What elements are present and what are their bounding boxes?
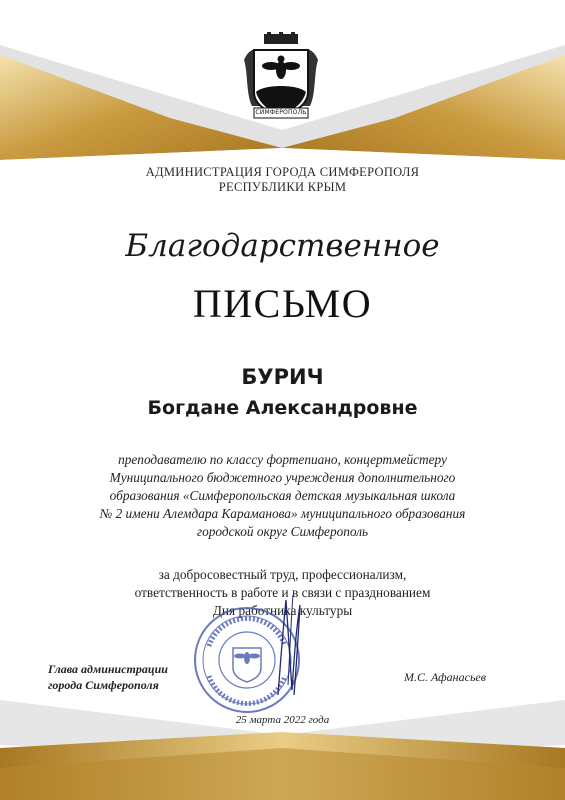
description-line: преподавателю по классу фортепиано, концертмейстеру bbox=[118, 452, 447, 467]
signatory-name: М.С. Афанасьев bbox=[404, 670, 486, 684]
coat-of-arms-caption: СИМФЕРОПОЛЬ bbox=[255, 109, 307, 116]
top-right-gold-wedge bbox=[282, 55, 565, 160]
signatory-position-line2: города Симферополя bbox=[48, 678, 159, 692]
recipient-name: Богдане Александровне bbox=[147, 397, 418, 419]
description-line: № 2 имени Алемдара Караманова» муниципального образования bbox=[99, 506, 466, 521]
reason-line: за добросовестный труд, профессионализм, bbox=[158, 567, 407, 582]
reason-line: Дня работника культуры bbox=[212, 603, 353, 618]
recipient-surname: БУРИЧ bbox=[241, 365, 324, 389]
header-republic: РЕСПУБЛИКИ КРЫМ bbox=[218, 180, 347, 194]
title-script: Благодарственное bbox=[125, 228, 440, 264]
description-line: образования «Симферопольская детская музыкальная школа bbox=[109, 488, 456, 503]
handwritten-signature-icon bbox=[258, 590, 318, 700]
issue-date: 25 марта 2022 года bbox=[235, 714, 330, 726]
signatory-position-line1: Глава администрации bbox=[48, 662, 168, 676]
description-line: Муниципального бюджетного учреждения дополнительного bbox=[109, 470, 456, 485]
title-main: ПИСЬМО bbox=[192, 281, 373, 326]
header-administration: АДМИНИСТРАЦИЯ ГОРОДА СИМФЕРОПОЛЯ bbox=[145, 165, 420, 179]
description-line: городской округ Симферополь bbox=[196, 524, 369, 539]
reason-line: ответственность в работе и в связи с празднованием bbox=[134, 585, 431, 600]
